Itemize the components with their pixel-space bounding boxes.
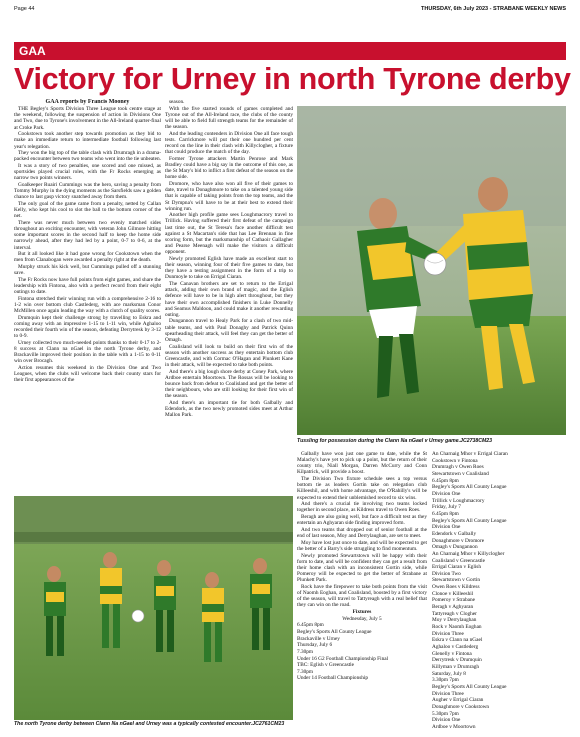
fixture-line: 6.45pm 8pm <box>297 622 324 629</box>
fixture-line: Division Three <box>432 630 464 637</box>
fixture-line: Drumragh v Owen Roes <box>432 464 484 471</box>
fixture-line: Pomeroy v Strabane <box>432 597 475 604</box>
article-paragraph: Coalisland will look to build on their first win of the season with another success as they entertain bottom club Greencastle, and with Cormac O'Hagan and Plunkett Kane in their attack, will be expected to take both points. <box>165 343 293 369</box>
article-paragraph: With the five started rounds of games completed and Tyrone out of the All-Ireland race, the clubs of the county will be able to field full strength teams for the remainder of the season. <box>165 105 293 131</box>
fixture-line: Errigal Ciaran v Eglish <box>432 564 481 571</box>
article-paragraph: Moy have lost just once to date, and will be expected to get the better of a Barry's side struggling to find momentum. <box>297 539 427 552</box>
article-paragraph: season. <box>169 99 185 105</box>
fixture-line: Edendork v Galbally <box>432 530 477 537</box>
fixture-line: Begley's Sports All County League <box>432 683 507 690</box>
match-photo-derby-image <box>14 496 293 720</box>
article-headline: Victory for Urney in north Tyrone derby <box>14 62 571 96</box>
fixture-line: 6.45pm 8pm <box>432 510 459 517</box>
fixture-line: Stewartstown v Coalisland <box>432 470 489 477</box>
fixture-line: 7.30pm <box>297 668 314 675</box>
fixture-line: Coalisland v Greencastle <box>432 557 485 564</box>
fixture-line: Derrytresk v Drumquin <box>432 657 482 664</box>
article-paragraph: The Canavan brothers are set to return to the Errigal attack, adding their own brand of magic, and the Eglish defence will have to be in high alert throughout, but they have their own accomplished finishers in Luke Donnelly and Seamus Maldoon, and could make it another rewarding outing. <box>165 281 293 318</box>
fixture-line: Begley's Sports All County League <box>432 484 507 491</box>
article-paragraph: The only goal of the game came from a penalty, netted by Callan Kelly, who kept his cool to slot the ball to the bottom corner of the net. <box>14 201 161 220</box>
article-paragraph: Newly promoted Stewartstown will be happy with their form to date, and will be confident they can get a result from their home clash with an inconsistent Gortin side, while Pomeroy will be expected to get the better of Strabane at Plunkett Park. <box>297 552 427 584</box>
article-paragraph: And the leading contenders in Division One all face tough tests. Carrickmore will put their one hundred per cent record on the line in their clash with Killyclogher, a fixture that could produce the match of the day. <box>165 130 293 156</box>
fixture-line: Omagh v Dungannon <box>432 544 478 551</box>
fixture-line: Augher v Errigal Ciaran <box>432 697 484 704</box>
fixture-line: Donaghmore v Cookstown <box>432 703 490 710</box>
article-column-2 <box>165 99 293 489</box>
column-3-body <box>297 451 427 608</box>
fixture-line: Wednesday, July 5 <box>342 615 382 622</box>
section-label: GAA <box>19 44 46 58</box>
fixture-line: Clonoe v Killeeshil <box>432 590 474 597</box>
article-column-3 <box>297 451 427 733</box>
fixture-line: Division One <box>432 717 461 724</box>
fixture-line: An Charnaig Mhor v Killyclogher <box>432 550 505 557</box>
fixture-line: Killyman v Drumragh <box>432 664 480 670</box>
fixture-line: Under 14 Football Championship <box>297 675 369 682</box>
issue-date-line: THURSDAY, 6th July 2023 - STRABANE WEEKLY NEWS <box>421 6 566 12</box>
article-paragraph: The Division Two fixture schedule sees a top versus bottom tie as leaders Gortin take on relegation club Killeeshil, and with home advantage, the O'Rahilly's will be expected to extend their unblemished record to six wins. <box>297 476 427 501</box>
fixture-line: 7.30pm <box>297 648 314 655</box>
fixture-line: Division One <box>432 490 461 497</box>
fixture-line: Cookstown v Fintona <box>432 457 478 464</box>
fixture-line: TBC: Eglish v Greencastle <box>297 662 354 669</box>
article-paragraph: And two teams that dropped out of senior football at the end of last season, Moy and Derrylaughan, are set to meet. <box>297 526 427 540</box>
article-paragraph: Cookstown took another step towards promotion as they bid to make an immediate return to intermediate football following last year's relegation. <box>14 131 161 150</box>
fixture-line: Division Two <box>432 570 461 577</box>
article-paragraph: There was never much between two evenly matched sides throughout an exciting encounter, with veteran John Gilmore hitting some important scores in the second half to keep the home side narrowly ahead, after they had led by a point, 0-7 to 0-6, at the interval. <box>14 219 161 251</box>
fixtures-list-b <box>432 451 566 733</box>
article-paragraph: Newly promoted Eglish have made an excellent start to their season, winning four of their five games to date, but they have a testing assignment in the form of a trip to Dunmoyle to take on Errigal Ciaran. <box>165 255 293 281</box>
section-banner <box>14 42 566 60</box>
fixture-line: Division One <box>432 524 461 531</box>
fixture-line: 6.45pm 8pm <box>432 477 459 484</box>
fixture-line: Glenelly v Fintona <box>432 650 472 657</box>
match-photo-tussle <box>297 106 566 435</box>
fixture-line: Donaghmore v Dromore <box>432 537 485 544</box>
page-header <box>14 4 566 14</box>
article-paragraph: Action resumes this weekend in the Division One and Two Leagues, when the clubs will welcome back their county stars for their first appearances of the <box>14 365 161 384</box>
fixture-line: Trillick v Loughmacrory <box>432 497 485 504</box>
fixture-line: Brackaville v Urney <box>297 635 340 642</box>
article-paragraph: THE Begley's Sports Division Three League took centre stage at the weekend, following the suspension of action in Divisions One and Two, due to Tyrone's involvement in the All-Ireland quarter-final at Croke Park. <box>14 106 161 131</box>
fixture-line: 5.30pm 7pm <box>432 710 459 717</box>
article-paragraph: They won the big top of the table clash with Drumragh in a drama-packed encounter between two teams who went into the tie unbeaten. <box>14 150 161 163</box>
article-paragraph: But it all looked like it had gone wrong for Cookstown when the men from Clanabogan were awarded a penalty right at the death. <box>14 251 161 264</box>
photo-caption-derby: The north Tyrone derby between Clann Na nGael and Urney was a typically contested encounter.JC2761CM23 <box>14 721 285 727</box>
article-paragraph: Drumquin kept their challenge strong by travelling to Eskra and coming away with an impressive 1-15 to 1-11 win, while Aghaloo recorded their fourth win of the season, defeating Derrytresk by 3-12 to 0-9. <box>14 314 161 340</box>
article-paragraph: It was a story of two penalties, one scored and one missed, as sportsides played crucial roles, with the Fr Rocks emerging as narrow two points winners. <box>14 163 161 182</box>
article-paragraph: Goalkeeper Ruairi Cummings was the hero, saving a penalty from Tommy Murphy in the dying moments as the Sarsfields saw a golden chance to last gasp victory snatched away from them. <box>14 182 161 201</box>
article-paragraph: Fintona stretched their winning run with a comprehensive 2-16 to 1-2 win over bottom club Castlederg, with ace marksman Conor McMillen once again leading the way with a clutch of quality scores. <box>14 295 161 315</box>
article-paragraph: Rock have the firepower to take both points from the visit of Naomh Eoghan, and Coalisland, boosted by a first victory of the season, will travel to Tattyreagh with a real belief that they can win on the road. <box>297 583 427 609</box>
fixtures-heading: Fixtures <box>352 608 372 615</box>
fixture-line: Ardboe v Moortown <box>432 723 476 730</box>
fixture-line: Aghaloo v Castlederg <box>432 644 479 651</box>
photo-caption-tussle: Tussling for possession during the Clann Na nGael v Urney game.JC2738CM23 <box>297 438 493 444</box>
article-paragraph: The Fr Rocks now have full points from eight games, and share the leadership with Fintona, also with a perfect record from their eight outings to date. <box>14 276 161 296</box>
fixture-line: Tattyreagh v Clogher <box>432 610 477 617</box>
article-paragraph: And there's a big lough shore derby at Coney Park, where Ardboe entertain Moortown. The Rossas will be looking to bounce back from defeat to Coalisland and get the better of their neighbours, who are still looking for their first win of the season. <box>165 368 293 400</box>
fixture-line: Eskra v Clann na nGael <box>432 637 483 644</box>
article-paragraph: Galbally have won just one game to date, while the St Malachy's have yet to pick up a point, but the return of their county trio, Niall Morgan, Darren McCurry and Conn Kilpatrick, will provide a boost. <box>297 451 427 476</box>
fixtures-list-a <box>297 616 427 682</box>
article-paragraph: Murphy struck his kick well, but Cummings pulled off a stunning save. <box>14 264 161 277</box>
fixture-line: 3.30pm 7pm <box>432 677 459 684</box>
fixture-line: Friday, July 7 <box>432 504 461 511</box>
fixture-line: Stewartstown v Gortin <box>432 577 480 584</box>
fixture-line: An Charnaig Mhor v Errigal Ciaran <box>432 451 508 457</box>
fixture-line: Division Three <box>432 690 464 697</box>
article-paragraph: Former Tyrone attackers Martin Penrose and Mark Bradley could have a big say in the outcome of this one, as the St Mary's bid to inflict a first defeat of the season on the home side. <box>165 155 293 181</box>
fixture-line: Begley's Sports All County League <box>297 628 372 635</box>
byline: GAA reports by Francis Mooney <box>45 99 130 105</box>
fixture-line: Beragh v Aghyaran <box>432 604 474 611</box>
article-paragraph: Dungannon travel to Healy Park for a clash of two mid-table teams, and with Paul Donaghy and Patrick Quinn spearheading their attack, will feel they can get the better of Omagh. <box>165 318 293 343</box>
article-paragraph: Another high profile game sees Loughmacrory travel to Trillick. Having suffered their first defeat of the campaign last time out, the St Teresa's face another difficult test against a St Macartan's side that has Lee Brennan in fine scoring form, but the marksmanship of Cathaoir Gallagher and Pearse Meenagh will make the visitors a difficult opponent. <box>165 212 293 256</box>
article-column-1 <box>14 99 161 499</box>
fixture-line: Moy v Derrylaughan <box>432 617 477 624</box>
fixture-line: Under 16 G2 Football Championship Final <box>297 655 389 662</box>
article-paragraph: Dromore, who have also won all five of their games to date, travel to Donaghmore to take on a talented young side that is capable of taking points from the top teams, and the St Dympna's will have to be at their best to extend their winning run. <box>165 181 293 212</box>
article-paragraph: And there's a crucial tie involving two teams locked together in second place, as Kildress travel to Owen Roes. <box>297 501 427 514</box>
fixture-line: Saturday, July 8 <box>432 670 466 677</box>
article-paragraph: Urney collected two much-needed points thanks to their 0-17 to 2-8 success at Clann na nGael in the north Tyrone derby, and Brackaville improved their position in the table with a 1-15 to 0-11 win over Brocagh. <box>14 339 161 365</box>
fixture-line: Thursday, July 6 <box>297 642 333 649</box>
article-paragraph: Beragh are also going well, but face a difficult test as they entertain an Aghyaran side finding improved form. <box>297 514 427 527</box>
match-photo-derby <box>14 496 293 720</box>
fixture-line: Begley's Sports All County League <box>432 517 507 524</box>
article-paragraph: And there's an important tie for both Galbally and Edendork, as the two newly promoted sides meet at Arthur Mallon Park. <box>165 400 293 419</box>
match-photo-tussle-image <box>297 106 566 435</box>
fixture-line: Owen Roes v Kildress <box>432 584 480 591</box>
page-number: Page 44 <box>14 6 35 12</box>
fixture-line: Rock v Naomh Eoghan <box>432 624 482 631</box>
